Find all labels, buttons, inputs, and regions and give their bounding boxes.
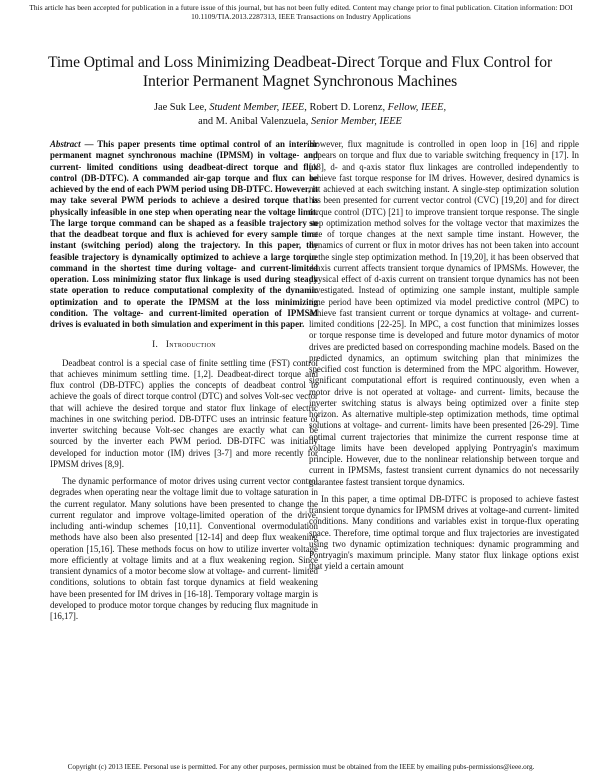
section-heading-introduction (50, 339, 318, 350)
section-number: I. (152, 339, 159, 350)
author-2-membership: Fellow, IEEE, (387, 102, 447, 113)
left-column (50, 139, 318, 622)
intro-paragraph-1: Deadbeat control is a special case of finite settling time (FST) control that achieves minimum settling time. [1,2]. Deadbeat-direct torque and flux control (DB-DTFC) applies the concepts of deadbeat control to achieve the goals of direct torque control (DTC) and solves Volt-sec vector that will achieve the desired torque and stator flux linkage of electric machines in one switching period. DB-DTFC uses an intrinsic feature of inverter switching because Volt-sec changes are exactly what can be sourced by the inverter each PWM period. DB-DTFC was initially developed for induction motor (IM) drives [3-7] and more recently for IPMSM drives [8,9]. (50, 357, 318, 469)
author-3-name: and M. Anibal Valenzuela, (198, 115, 311, 127)
author-3-membership: Senior Member, IEEE (311, 115, 402, 127)
abstract-lead: Abstract (50, 139, 81, 149)
right-column (309, 139, 579, 573)
paper-title: Time Optimal and Loss Minimizing Deadbeat-Direct Torque and Flux Control for Interior Permanent Magnet Synchronous Machines (47, 54, 553, 90)
author-1-membership: Student Member, IEEE (209, 102, 305, 113)
author-2-name: , Robert D. Lorenz, (304, 102, 388, 113)
abstract-text: — This paper presents time optimal control of an interior permanent magnet synchronous machine (IPMSM) in voltage- and current- limited conditions using deadbeat-direct torque and flux control (DB-DTFC). A commanded air-gap torque and flux can be achieved by the end of each PWM period using DB-DTFC. However, it may take several PWM periods to achieve a desired torque that is physically infeasible in one step when operating near the voltage limit. The large torque command can be shaped as a feasible trajectory so that the deadbeat torque and flux is achieved for every sample time instant (switching period) along the trajectory. In this paper, the feasible trajectory is dynamically optimized to achieve a large torque command in the shortest time during voltage- and current-limited operation. Loss minimizing stator flux linkage is used during steady state operation to reduce computational complexity of the dynamic optimization and to operate the IPMSM at the loss minimizing condition. The voltage- and current-limited operation of IPMSM drives is evaluated in both simulation and experiment in this paper. (50, 139, 318, 329)
intro-paragraph-3: However, flux magnitude is controlled in open loop in [16] and ripple appears on torque and flux due to variable switching frequency in [17]. In [18], d- and q-axis stator flux linkages are controlled independently to achieve fast torque response for IM drives. However, desired dynamics is not achieved at each switching instant. A single-step optimization solution has been presented for current vector control (CVC) [19,20] and for direct torque control (DTC) [21] to improve transient torque response. The single step optimization method solves for the voltage vector that maximizes the rate of torque changes at the next sample time instant. However, the dynamics of current or flux in motor drives has not been taken into account in the single step optimization method. In [19,20], it has been observed that d-axis current affects transient torque dynamics of IPMSMs. However, the physical effect of d-axis current on transient torque dynamics has not been investigated. Instead of optimizing one sample instant, multiple sample time period have been optimized via model predictive control (MPC) to achieve fast transient current or torque dynamics at voltage- and current- limited conditions [22-25]. In MPC, a cost function that minimizes losses or torque response time is developed and future motor dynamics of motor drives are predicted based on corresponding machine models. Based on the predicted dynamics, an optimum switching plan that minimizes the specified cost function is determined from the MPC algorithm. However, significant computational effort is required continuously, even when a motor drive is not operated at voltage- and current- limits, because the inverter switching status is always being optimized over a finite step horizon. As alternative multiple-step optimization methods, time optimal solutions at voltage- and current- limits have been presented [26-29]. Time optimal current trajectories that minimize the current response time at voltage limits have been developed applying Pontryagin's maximum principle. However, due to the nonlinear relationship between torque and current in IPMSMs, fastest transient current dynamics do not necessarily guarantee fastest transient torque dynamics. (309, 139, 579, 487)
intro-paragraph-2: The dynamic performance of motor drives using current vector control degrades when operating near the voltage limit due to voltage saturation in the current regulator. Many solutions have been presented to change the current regulator and improve voltage-limited operation of the drive, including anti-windup schemes [10,11]. Conventional overmodulation methods have also been also presented [12-14] and deep flux weakening operation [15,16]. These methods focus on how to utilize inverter voltage more efficiently at voltage limits and at a flux weakening region. Since transient dynamics of a motor become slow at voltage- and current- limited conditions, solutions to obtain fast torque dynamics at field weakening have been presented for IM drives in [16-18]. Temporary voltage margin is developed to produce motor torque changes by reducing flux magnitude in [16,17]. (50, 476, 318, 621)
author-list (60, 101, 540, 128)
abstract (50, 139, 318, 330)
copyright-footer: Copyright (c) 2013 IEEE. Personal use is permitted. For any other purposes, permission must be obtained from the IEEE by emailing pubs-permissions@ieee.org. (67, 763, 535, 771)
journal-header-note: This article has been accepted for publication in a future issue of this journal, but has not been fully edited. Content may change prior to final publication. Citation information: DOI 10.1109/TIA.2013.2287313, IEEE Transactions on Industry Applications (29, 3, 573, 21)
author-1-name: Jae Suk Lee, (153, 102, 210, 113)
section-title: Introduction (165, 339, 216, 350)
intro-paragraph-4: In this paper, a time optimal DB-DTFC is proposed to achieve fastest transient torque dynamics for IPMSM drives at voltage-and current- limited conditions. Many conditions and variables exist in torque-flux operating space. Therefore, time optimal torque and flux trajectories are investigated using two dynamic optimization techniques: dynamic programming and Pontryagin's maximum principle. Many stator flux linkage options exist that yield a certain amount (309, 493, 579, 572)
